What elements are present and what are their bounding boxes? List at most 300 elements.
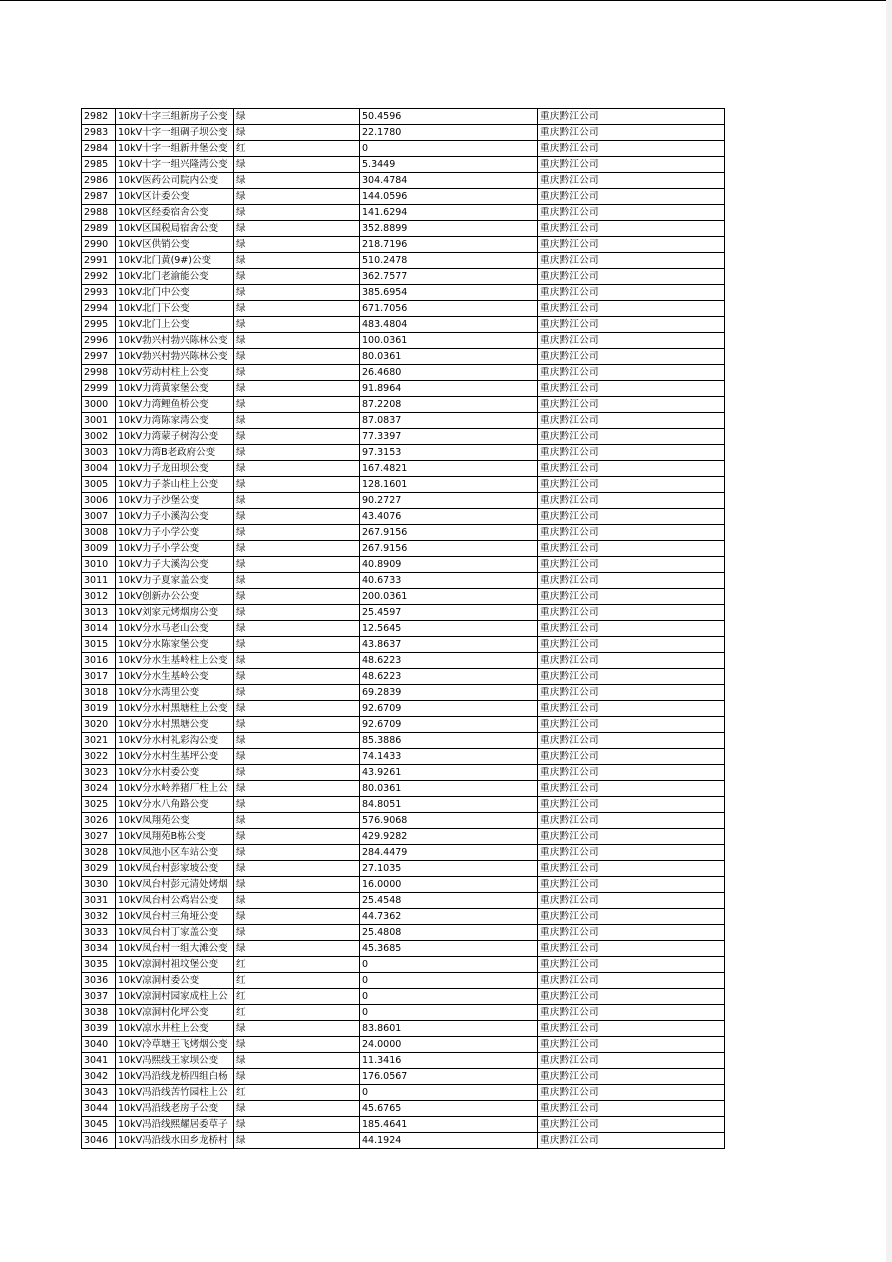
table-body — [82, 109, 725, 1149]
table-row — [82, 189, 725, 205]
status-cell: 绿 — [234, 301, 360, 317]
status-cell: 红 — [234, 141, 360, 157]
status-cell: 绿 — [234, 893, 360, 909]
value-cell: 43.8637 — [360, 637, 538, 653]
company-cell: 重庆黔江公司 — [538, 573, 725, 589]
value-cell: 510.2478 — [360, 253, 538, 269]
table-row — [82, 1117, 725, 1133]
company-cell: 重庆黔江公司 — [538, 141, 725, 157]
company-cell: 重庆黔江公司 — [538, 285, 725, 301]
table-row — [82, 653, 725, 669]
value-cell: 40.6733 — [360, 573, 538, 589]
company-cell: 重庆黔江公司 — [538, 541, 725, 557]
table-row — [82, 429, 725, 445]
transformer-name-cell: 10kV分水马老山公变 — [116, 621, 234, 637]
transformer-name-cell: 10kV力湾鲤鱼桥公变 — [116, 397, 234, 413]
table-row — [82, 733, 725, 749]
value-cell: 483.4804 — [360, 317, 538, 333]
value-cell: 92.6709 — [360, 717, 538, 733]
company-cell: 重庆黔江公司 — [538, 525, 725, 541]
row-id-cell: 3017 — [82, 669, 116, 685]
company-cell: 重庆黔江公司 — [538, 157, 725, 173]
table-row — [82, 685, 725, 701]
transformer-name-cell: 10kV分水村礼彩沟公变 — [116, 733, 234, 749]
status-cell: 绿 — [234, 1117, 360, 1133]
table-row — [82, 701, 725, 717]
row-id-cell: 3000 — [82, 397, 116, 413]
row-id-cell: 3036 — [82, 973, 116, 989]
row-id-cell: 3028 — [82, 845, 116, 861]
row-id-cell: 2986 — [82, 173, 116, 189]
transformer-name-cell: 10kV分水岭养猪厂柱上公 — [116, 781, 234, 797]
value-cell: 167.4821 — [360, 461, 538, 477]
row-id-cell: 3040 — [82, 1037, 116, 1053]
company-cell: 重庆黔江公司 — [538, 765, 725, 781]
row-id-cell: 3029 — [82, 861, 116, 877]
table-row — [82, 397, 725, 413]
table-row — [82, 205, 725, 221]
status-cell: 绿 — [234, 349, 360, 365]
transformer-name-cell: 10kV十字一组新井堡公变 — [116, 141, 234, 157]
table-row — [82, 157, 725, 173]
value-cell: 141.6294 — [360, 205, 538, 221]
row-id-cell: 2994 — [82, 301, 116, 317]
value-cell: 200.0361 — [360, 589, 538, 605]
row-id-cell: 3019 — [82, 701, 116, 717]
company-cell: 重庆黔江公司 — [538, 957, 725, 973]
table-row — [82, 173, 725, 189]
row-id-cell: 3016 — [82, 653, 116, 669]
status-cell: 绿 — [234, 269, 360, 285]
transformer-name-cell: 10kV劳动村柱上公变 — [116, 365, 234, 381]
status-cell: 绿 — [234, 637, 360, 653]
company-cell: 重庆黔江公司 — [538, 429, 725, 445]
table-row — [82, 1037, 725, 1053]
transformer-name-cell: 10kV凤台村公鸡岩公变 — [116, 893, 234, 909]
status-cell: 绿 — [234, 781, 360, 797]
transformer-name-cell: 10kV分水村黑塘柱上公变 — [116, 701, 234, 717]
transformer-name-cell: 10kV力子小溪沟公变 — [116, 509, 234, 525]
value-cell: 176.0567 — [360, 1069, 538, 1085]
transformer-name-cell: 10kV创新办公公变 — [116, 589, 234, 605]
table-row — [82, 589, 725, 605]
company-cell: 重庆黔江公司 — [538, 333, 725, 349]
value-cell: 80.0361 — [360, 781, 538, 797]
transformer-name-cell: 10kV力子沙堡公变 — [116, 493, 234, 509]
value-cell: 0 — [360, 141, 538, 157]
transformer-name-cell: 10kV凤台村三角垭公变 — [116, 909, 234, 925]
table-row — [82, 1133, 725, 1149]
company-cell: 重庆黔江公司 — [538, 893, 725, 909]
transformer-name-cell: 10kV凤台村彭元清处烤烟 — [116, 877, 234, 893]
value-cell: 385.6954 — [360, 285, 538, 301]
status-cell: 绿 — [234, 909, 360, 925]
company-cell: 重庆黔江公司 — [538, 1101, 725, 1117]
status-cell: 绿 — [234, 813, 360, 829]
status-cell: 绿 — [234, 589, 360, 605]
transformer-name-cell: 10kV力湾B老政府公变 — [116, 445, 234, 461]
company-cell: 重庆黔江公司 — [538, 317, 725, 333]
value-cell: 25.4548 — [360, 893, 538, 909]
transformer-name-cell: 10kV勃兴村勃兴陈林公变 — [116, 333, 234, 349]
status-cell: 绿 — [234, 381, 360, 397]
company-cell: 重庆黔江公司 — [538, 477, 725, 493]
row-id-cell: 3012 — [82, 589, 116, 605]
table-row — [82, 493, 725, 509]
company-cell: 重庆黔江公司 — [538, 445, 725, 461]
transformer-name-cell: 10kV冯沿线水田乡龙桥村 — [116, 1133, 234, 1149]
table-row — [82, 525, 725, 541]
status-cell: 绿 — [234, 1069, 360, 1085]
status-cell: 绿 — [234, 221, 360, 237]
row-id-cell: 2998 — [82, 365, 116, 381]
status-cell: 绿 — [234, 317, 360, 333]
transformer-name-cell: 10kV北门下公变 — [116, 301, 234, 317]
company-cell: 重庆黔江公司 — [538, 797, 725, 813]
table-row — [82, 413, 725, 429]
status-cell: 红 — [234, 973, 360, 989]
company-cell: 重庆黔江公司 — [538, 269, 725, 285]
table-row — [82, 269, 725, 285]
company-cell: 重庆黔江公司 — [538, 637, 725, 653]
transformer-name-cell: 10kV力子小学公变 — [116, 541, 234, 557]
row-id-cell: 3023 — [82, 765, 116, 781]
company-cell: 重庆黔江公司 — [538, 925, 725, 941]
value-cell: 12.5645 — [360, 621, 538, 637]
value-cell: 77.3397 — [360, 429, 538, 445]
row-id-cell: 3027 — [82, 829, 116, 845]
row-id-cell: 2997 — [82, 349, 116, 365]
company-cell: 重庆黔江公司 — [538, 589, 725, 605]
table-row — [82, 973, 725, 989]
status-cell: 绿 — [234, 1133, 360, 1149]
company-cell: 重庆黔江公司 — [538, 413, 725, 429]
transformer-name-cell: 10kV区计委公变 — [116, 189, 234, 205]
row-id-cell: 3013 — [82, 605, 116, 621]
transformer-name-cell: 10kV冯沿线苦竹园柱上公 — [116, 1085, 234, 1101]
row-id-cell: 3032 — [82, 909, 116, 925]
table-row — [82, 797, 725, 813]
value-cell: 5.3449 — [360, 157, 538, 173]
table-row — [82, 445, 725, 461]
table-row — [82, 925, 725, 941]
transformer-name-cell: 10kV分水八角路公变 — [116, 797, 234, 813]
value-cell: 83.8601 — [360, 1021, 538, 1037]
transformer-name-cell: 10kV凤池小区车站公变 — [116, 845, 234, 861]
status-cell: 绿 — [234, 669, 360, 685]
row-id-cell: 3045 — [82, 1117, 116, 1133]
value-cell: 87.0837 — [360, 413, 538, 429]
table-row — [82, 877, 725, 893]
status-cell: 绿 — [234, 525, 360, 541]
table-row — [82, 349, 725, 365]
transformer-name-cell: 10kV凤翔苑B栋公变 — [116, 829, 234, 845]
company-cell: 重庆黔江公司 — [538, 909, 725, 925]
transformer-name-cell: 10kV十字一组碉子坝公变 — [116, 125, 234, 141]
company-cell: 重庆黔江公司 — [538, 397, 725, 413]
value-cell: 429.9282 — [360, 829, 538, 845]
status-cell: 绿 — [234, 461, 360, 477]
transformer-name-cell: 10kV分水生基岭柱上公变 — [116, 653, 234, 669]
table-row — [82, 957, 725, 973]
status-cell: 绿 — [234, 861, 360, 877]
row-id-cell: 3033 — [82, 925, 116, 941]
row-id-cell: 3006 — [82, 493, 116, 509]
status-cell: 绿 — [234, 701, 360, 717]
transformer-name-cell: 10kV医药公司院内公变 — [116, 173, 234, 189]
transformer-name-cell: 10kV冯沿线龙桥四组白杨 — [116, 1069, 234, 1085]
transformer-name-cell: 10kV力子大溪沟公变 — [116, 557, 234, 573]
row-id-cell: 3015 — [82, 637, 116, 653]
transformer-name-cell: 10kV凤翔苑公变 — [116, 813, 234, 829]
table-row — [82, 1085, 725, 1101]
status-cell: 绿 — [234, 189, 360, 205]
table-row — [82, 1005, 725, 1021]
value-cell: 43.4076 — [360, 509, 538, 525]
transformer-status-table — [81, 108, 725, 1149]
company-cell: 重庆黔江公司 — [538, 653, 725, 669]
table-row — [82, 605, 725, 621]
company-cell: 重庆黔江公司 — [538, 221, 725, 237]
value-cell: 87.2208 — [360, 397, 538, 413]
row-id-cell: 3002 — [82, 429, 116, 445]
company-cell: 重庆黔江公司 — [538, 1069, 725, 1085]
table-row — [82, 941, 725, 957]
row-id-cell: 2987 — [82, 189, 116, 205]
row-id-cell: 3031 — [82, 893, 116, 909]
row-id-cell: 2999 — [82, 381, 116, 397]
row-id-cell: 3011 — [82, 573, 116, 589]
table-row — [82, 765, 725, 781]
table-row — [82, 781, 725, 797]
company-cell: 重庆黔江公司 — [538, 349, 725, 365]
company-cell: 重庆黔江公司 — [538, 845, 725, 861]
status-cell: 绿 — [234, 333, 360, 349]
company-cell: 重庆黔江公司 — [538, 1021, 725, 1037]
status-cell: 绿 — [234, 429, 360, 445]
row-id-cell: 2991 — [82, 253, 116, 269]
status-cell: 绿 — [234, 621, 360, 637]
table-row — [82, 221, 725, 237]
transformer-name-cell: 10kV分水陈家堡公变 — [116, 637, 234, 653]
page-right-edge — [886, 0, 892, 1262]
table-row — [82, 1021, 725, 1037]
transformer-name-cell: 10kV冯沿线老房子公变 — [116, 1101, 234, 1117]
company-cell: 重庆黔江公司 — [538, 301, 725, 317]
company-cell: 重庆黔江公司 — [538, 109, 725, 125]
company-cell: 重庆黔江公司 — [538, 669, 725, 685]
status-cell: 绿 — [234, 509, 360, 525]
transformer-name-cell: 10kV力子小学公变 — [116, 525, 234, 541]
row-id-cell: 3022 — [82, 749, 116, 765]
row-id-cell: 3038 — [82, 1005, 116, 1021]
transformer-name-cell: 10kV冯沿线熙耀居委草子 — [116, 1117, 234, 1133]
status-cell: 绿 — [234, 845, 360, 861]
row-id-cell: 3037 — [82, 989, 116, 1005]
table-row — [82, 141, 725, 157]
transformer-name-cell: 10kV力子夏家盖公变 — [116, 573, 234, 589]
value-cell: 44.7362 — [360, 909, 538, 925]
company-cell: 重庆黔江公司 — [538, 941, 725, 957]
row-id-cell: 3021 — [82, 733, 116, 749]
value-cell: 0 — [360, 1085, 538, 1101]
row-id-cell: 2992 — [82, 269, 116, 285]
value-cell: 45.6765 — [360, 1101, 538, 1117]
value-cell: 85.3886 — [360, 733, 538, 749]
status-cell: 绿 — [234, 445, 360, 461]
value-cell: 97.3153 — [360, 445, 538, 461]
status-cell: 红 — [234, 1005, 360, 1021]
transformer-name-cell: 10kV凤台村丁家盖公变 — [116, 925, 234, 941]
row-id-cell: 3043 — [82, 1085, 116, 1101]
status-cell: 绿 — [234, 685, 360, 701]
table-row — [82, 989, 725, 1005]
value-cell: 69.2839 — [360, 685, 538, 701]
transformer-name-cell: 10kV分水生基岭公变 — [116, 669, 234, 685]
row-id-cell: 3001 — [82, 413, 116, 429]
value-cell: 185.4641 — [360, 1117, 538, 1133]
row-id-cell: 3034 — [82, 941, 116, 957]
status-cell: 绿 — [234, 285, 360, 301]
page-top-border — [0, 0, 892, 1]
row-id-cell: 2982 — [82, 109, 116, 125]
company-cell: 重庆黔江公司 — [538, 205, 725, 221]
transformer-name-cell: 10kV十字一组兴隆湾公变 — [116, 157, 234, 173]
value-cell: 80.0361 — [360, 349, 538, 365]
row-id-cell: 3042 — [82, 1069, 116, 1085]
value-cell: 74.1433 — [360, 749, 538, 765]
row-id-cell: 3025 — [82, 797, 116, 813]
company-cell: 重庆黔江公司 — [538, 509, 725, 525]
table-row — [82, 1101, 725, 1117]
table-row — [82, 637, 725, 653]
value-cell: 92.6709 — [360, 701, 538, 717]
table-row — [82, 749, 725, 765]
value-cell: 218.7196 — [360, 237, 538, 253]
table-row — [82, 829, 725, 845]
transformer-name-cell: 10kV冯熙线王家坝公变 — [116, 1053, 234, 1069]
transformer-name-cell: 10kV分水村黑塘公变 — [116, 717, 234, 733]
table-row — [82, 845, 725, 861]
table-row — [82, 1053, 725, 1069]
value-cell: 16.0000 — [360, 877, 538, 893]
transformer-name-cell: 10kV冷草塘王飞烤烟公变 — [116, 1037, 234, 1053]
row-id-cell: 3008 — [82, 525, 116, 541]
transformer-name-cell: 10kV分水村生基坪公变 — [116, 749, 234, 765]
table-row — [82, 621, 725, 637]
transformer-name-cell: 10kV凉洞村化坪公变 — [116, 1005, 234, 1021]
transformer-name-cell: 10kV北门中公变 — [116, 285, 234, 301]
status-cell: 绿 — [234, 125, 360, 141]
transformer-name-cell: 10kV北门上公变 — [116, 317, 234, 333]
company-cell: 重庆黔江公司 — [538, 781, 725, 797]
transformer-name-cell: 10kV凉洞村委公变 — [116, 973, 234, 989]
row-id-cell: 3039 — [82, 1021, 116, 1037]
value-cell: 267.9156 — [360, 541, 538, 557]
row-id-cell: 3014 — [82, 621, 116, 637]
status-cell: 绿 — [234, 877, 360, 893]
company-cell: 重庆黔江公司 — [538, 253, 725, 269]
value-cell: 24.0000 — [360, 1037, 538, 1053]
value-cell: 267.9156 — [360, 525, 538, 541]
status-cell: 绿 — [234, 765, 360, 781]
row-id-cell: 2996 — [82, 333, 116, 349]
status-cell: 绿 — [234, 797, 360, 813]
transformer-name-cell: 10kV刘家元烤烟房公变 — [116, 605, 234, 621]
company-cell: 重庆黔江公司 — [538, 237, 725, 253]
company-cell: 重庆黔江公司 — [538, 861, 725, 877]
value-cell: 352.8899 — [360, 221, 538, 237]
status-cell: 绿 — [234, 157, 360, 173]
transformer-name-cell: 10kV力子龙田坝公变 — [116, 461, 234, 477]
status-cell: 绿 — [234, 413, 360, 429]
value-cell: 50.4596 — [360, 109, 538, 125]
status-cell: 绿 — [234, 1037, 360, 1053]
status-cell: 绿 — [234, 397, 360, 413]
value-cell: 362.7577 — [360, 269, 538, 285]
row-id-cell: 3009 — [82, 541, 116, 557]
row-id-cell: 2988 — [82, 205, 116, 221]
company-cell: 重庆黔江公司 — [538, 813, 725, 829]
value-cell: 100.0361 — [360, 333, 538, 349]
status-cell: 绿 — [234, 1053, 360, 1069]
company-cell: 重庆黔江公司 — [538, 621, 725, 637]
value-cell: 43.9261 — [360, 765, 538, 781]
table-row — [82, 717, 725, 733]
table-row — [82, 333, 725, 349]
table-row — [82, 381, 725, 397]
status-cell: 绿 — [234, 173, 360, 189]
status-cell: 绿 — [234, 653, 360, 669]
status-cell: 红 — [234, 957, 360, 973]
row-id-cell: 2985 — [82, 157, 116, 173]
status-cell: 绿 — [234, 573, 360, 589]
row-id-cell: 3003 — [82, 445, 116, 461]
row-id-cell: 2989 — [82, 221, 116, 237]
transformer-name-cell: 10kV力湾黄家堡公变 — [116, 381, 234, 397]
table-row — [82, 109, 725, 125]
company-cell: 重庆黔江公司 — [538, 605, 725, 621]
value-cell: 128.1601 — [360, 477, 538, 493]
row-id-cell: 3030 — [82, 877, 116, 893]
status-cell: 绿 — [234, 109, 360, 125]
value-cell: 576.9068 — [360, 813, 538, 829]
value-cell: 45.3685 — [360, 941, 538, 957]
value-cell: 48.6223 — [360, 669, 538, 685]
company-cell: 重庆黔江公司 — [538, 749, 725, 765]
transformer-name-cell: 10kV分水湾里公变 — [116, 685, 234, 701]
transformer-name-cell: 10kV区供销公变 — [116, 237, 234, 253]
company-cell: 重庆黔江公司 — [538, 125, 725, 141]
value-cell: 22.1780 — [360, 125, 538, 141]
transformer-name-cell: 10kV十字三组新房子公变 — [116, 109, 234, 125]
value-cell: 25.4597 — [360, 605, 538, 621]
transformer-name-cell: 10kV北门黄(9#)公变 — [116, 253, 234, 269]
status-cell: 绿 — [234, 557, 360, 573]
row-id-cell: 3026 — [82, 813, 116, 829]
row-id-cell: 3010 — [82, 557, 116, 573]
table-row — [82, 1069, 725, 1085]
company-cell: 重庆黔江公司 — [538, 189, 725, 205]
transformer-name-cell: 10kV力湾陈家湾公变 — [116, 413, 234, 429]
company-cell: 重庆黔江公司 — [538, 717, 725, 733]
transformer-name-cell: 10kV力湾蒙子树沟公变 — [116, 429, 234, 445]
row-id-cell: 3005 — [82, 477, 116, 493]
company-cell: 重庆黔江公司 — [538, 1117, 725, 1133]
row-id-cell: 3035 — [82, 957, 116, 973]
company-cell: 重庆黔江公司 — [538, 1133, 725, 1149]
row-id-cell: 3004 — [82, 461, 116, 477]
